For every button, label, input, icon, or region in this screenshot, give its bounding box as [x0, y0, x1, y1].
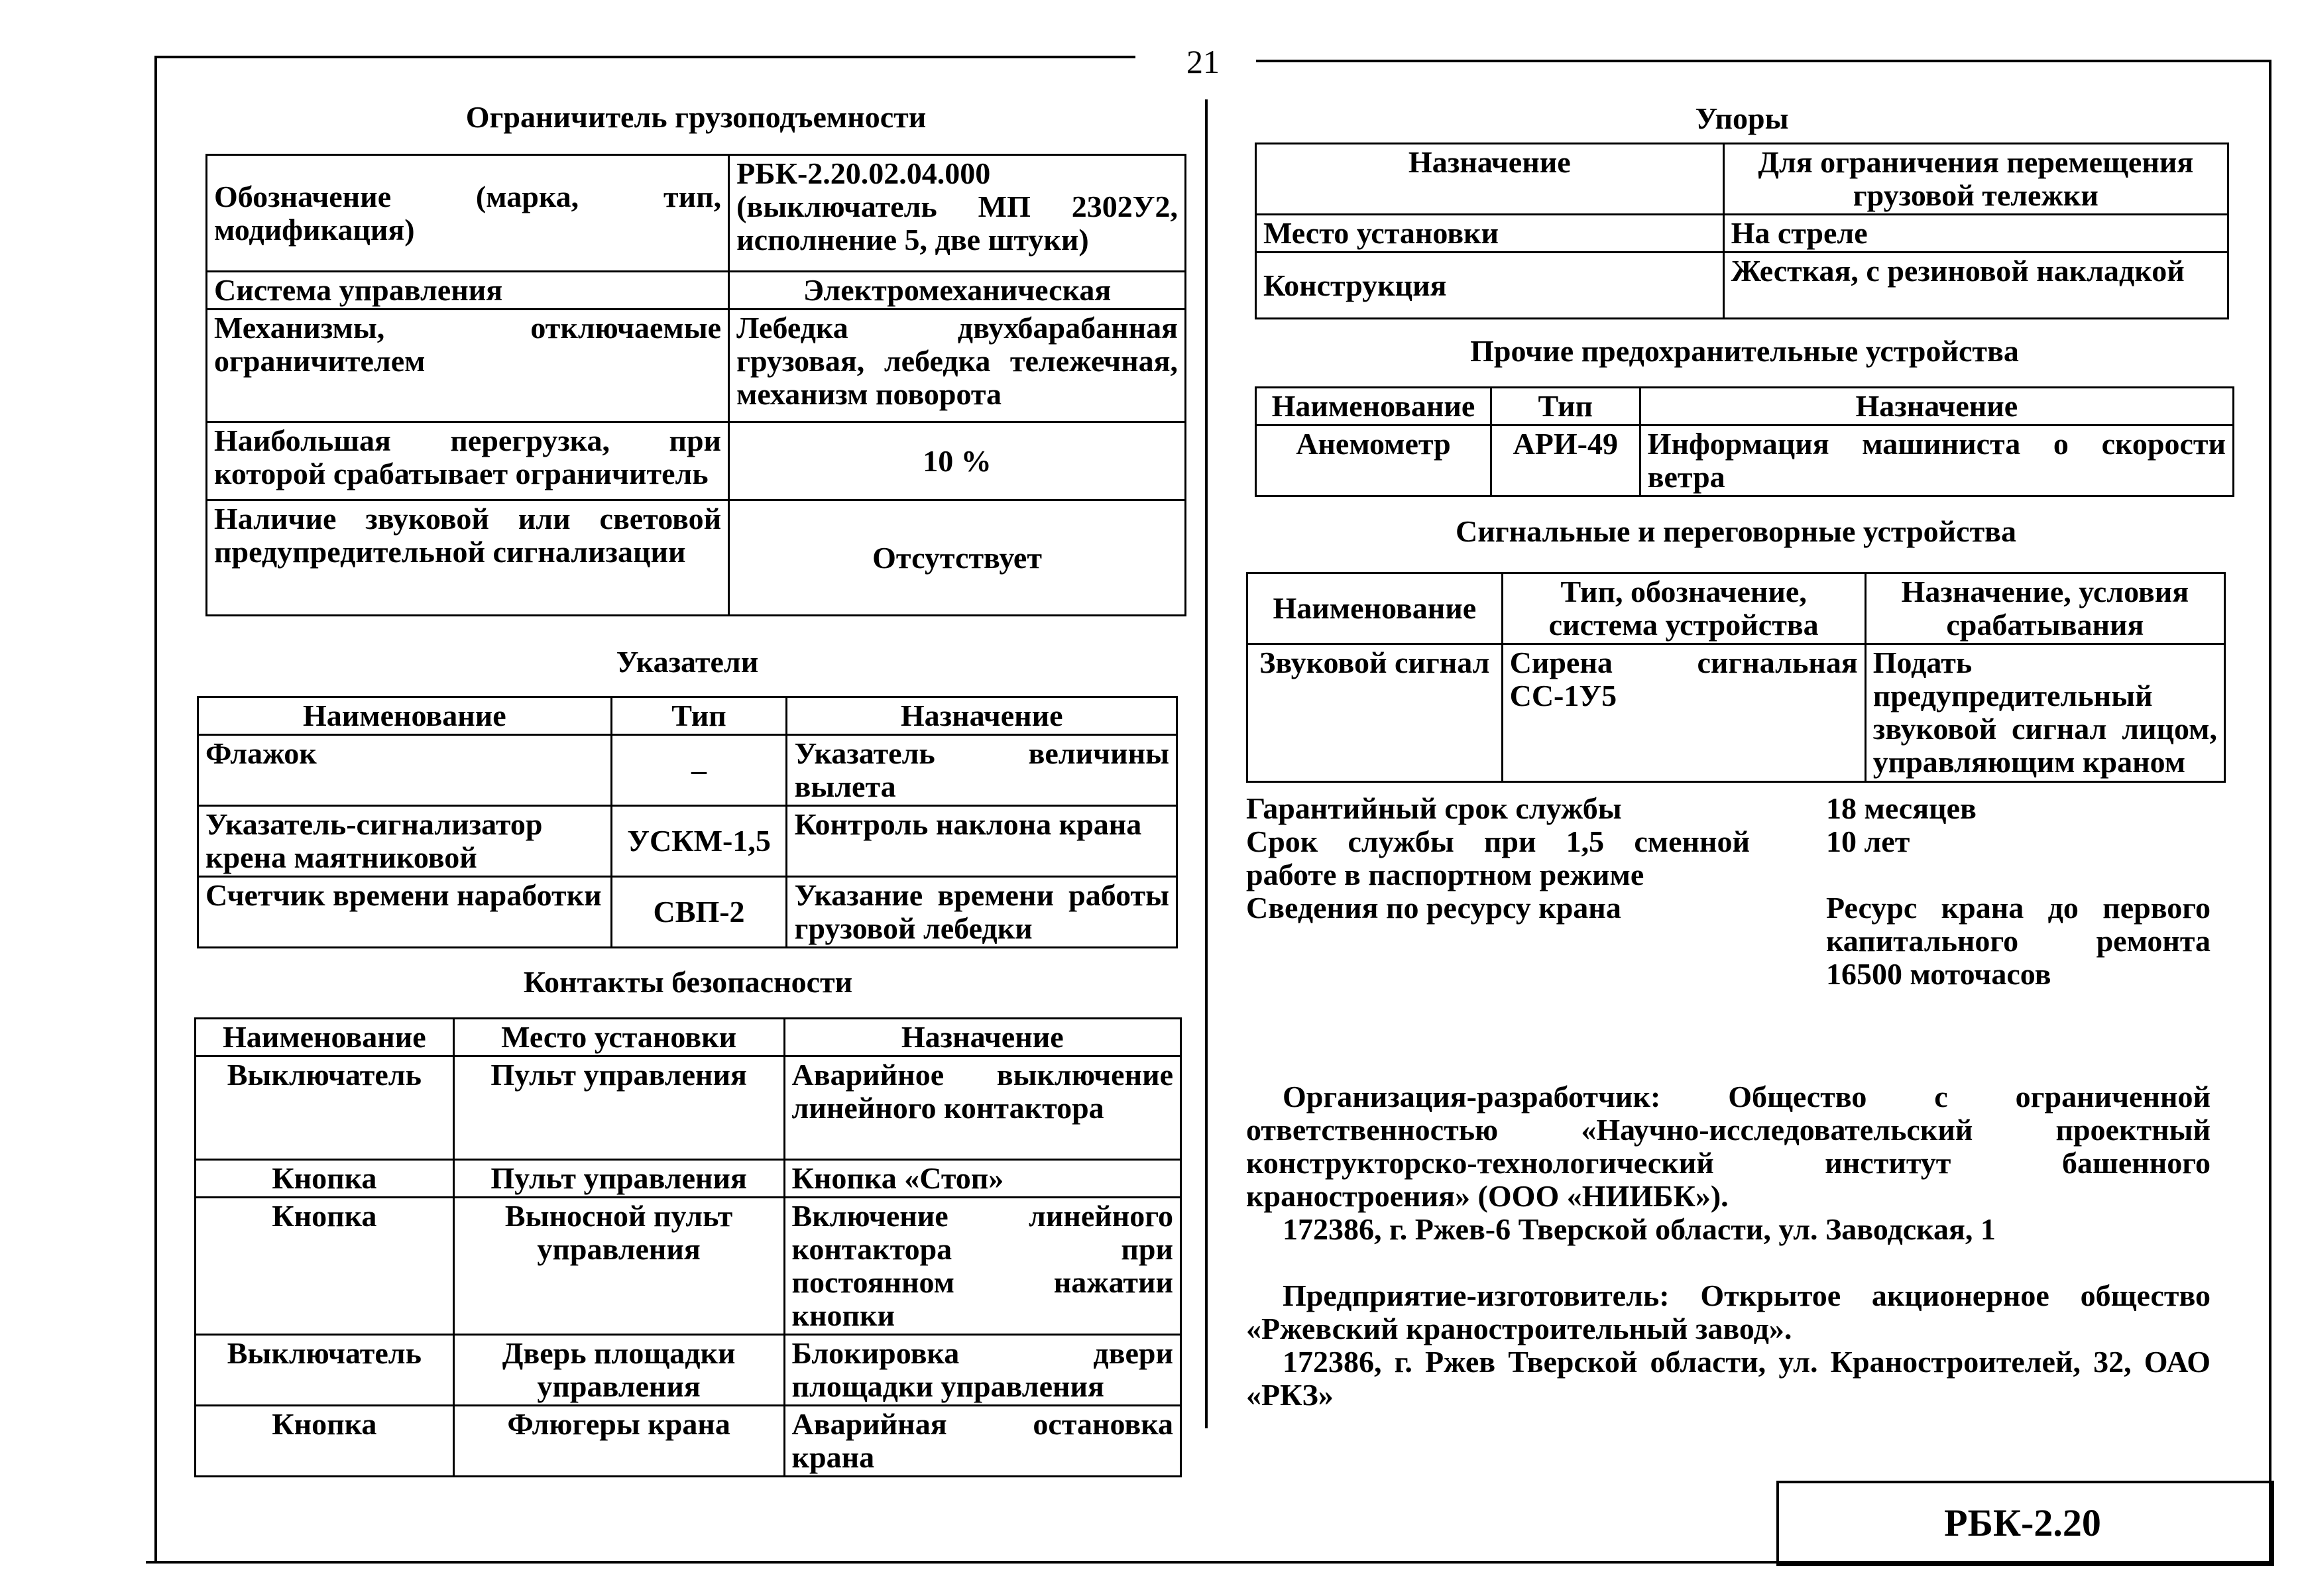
table-cell: Указатель-сигнализатор крена маятниковой: [198, 806, 612, 877]
table-row: [196, 1406, 1181, 1477]
frame-left: [154, 56, 157, 1564]
frame-top-right: [1256, 60, 2271, 62]
table-row: [207, 155, 1186, 272]
col-header: Назначение, условия срабатывания: [1865, 573, 2224, 644]
table-row: [1256, 144, 2228, 215]
limiter-label: Обозначение (марка, тип, модификация): [207, 155, 729, 272]
table-row: [207, 422, 1186, 500]
table-cell: Кнопка: [196, 1406, 454, 1477]
limiter-value: РБК-2.20.02.04.000 (выключатель МП 2302У2, исполнение 5, две штуки): [729, 155, 1186, 272]
table-cell: Счетчик времени наработки: [198, 877, 612, 948]
column-divider: [1205, 99, 1208, 1428]
limiter-value: Отсутствует: [729, 500, 1186, 616]
life-value: 10 лет: [1826, 825, 1910, 858]
stamp-label: РБК-2.20: [1944, 1501, 2101, 1544]
table-cell: Блокировка двери площадки управления: [784, 1335, 1180, 1406]
table-cell: Контроль наклона крана: [787, 806, 1177, 877]
limiter-value: Электромеханическая: [729, 272, 1186, 310]
col-header: Назначение: [787, 697, 1177, 735]
table-cell: Флюгеры крана: [453, 1406, 784, 1477]
col-header: Тип: [611, 697, 787, 735]
table-row: [1256, 215, 2228, 253]
table-cell: Для ограничения перемещения грузовой тележки: [1723, 144, 2228, 215]
warranty-label: Гарантийный срок службы: [1246, 791, 1622, 825]
safety-table: [194, 1017, 1182, 1477]
table-header-row: [198, 697, 1177, 735]
col-header: Место установки: [453, 1019, 784, 1056]
life-label: Срок службы при 1,5 сменной работе в паспортном режиме: [1246, 825, 1750, 891]
signal-table: [1246, 572, 2226, 783]
col-header: Наименование: [1247, 573, 1503, 644]
col-header: Наименование: [1256, 388, 1491, 426]
stops-table: [1255, 142, 2229, 319]
table-cell: Аварийное выключение линейного контактора: [784, 1056, 1180, 1160]
table-cell: Жесткая, с резиновой накладкой: [1723, 253, 2228, 319]
limiter-table: [205, 154, 1186, 616]
frame-right: [2269, 60, 2271, 1564]
developer-text: Организация-разработчик: Общество с ограниченной ответственностью «Научно-исследовательский проектный конструкторско-технологический институт башенного краностроения» (ООО «НИИБК»).: [1246, 1080, 2211, 1213]
table-cell: Звуковой сигнал: [1247, 644, 1503, 782]
limiter-value: 10 %: [729, 422, 1186, 500]
table-row: [1247, 644, 2225, 782]
table-row: [198, 877, 1177, 948]
table-cell: Флажок: [198, 735, 612, 806]
table-cell: Кнопка: [196, 1198, 454, 1335]
table-cell: Аварийная остановка крана: [784, 1406, 1180, 1477]
developer-address: 172386, г. Ржев-6 Тверской области, ул. Заводская, 1: [1283, 1212, 1996, 1246]
table-cell: УСКМ-1,5: [611, 806, 787, 877]
table-cell: –: [611, 735, 787, 806]
table-cell: Назначение: [1256, 144, 1724, 215]
table-row: [196, 1160, 1181, 1198]
warranty-value: 18 месяцев: [1826, 791, 1977, 825]
resource-label: Сведения по ресурсу крана: [1246, 891, 1621, 925]
signal-title: Сигнальные и переговорные устройства: [1455, 514, 2017, 548]
table-cell: Дверь площадки управления: [453, 1335, 784, 1406]
table-cell: Выключатель: [196, 1056, 454, 1160]
manufacturer-address: 172386, г. Ржев Тверской области, ул. Краностроителей, 32, ОАО «РКЗ»: [1246, 1345, 2211, 1412]
table-row: [207, 272, 1186, 310]
col-header: Назначение: [784, 1019, 1180, 1056]
table-cell: Анемометр: [1256, 426, 1491, 496]
limiter-title: Ограничитель грузоподъемности: [465, 100, 927, 134]
table-cell: Указание времени работы грузовой лебедки: [787, 877, 1177, 948]
table-cell: Подать предупредительный звуковой сигнал лицом, управляющим краном: [1865, 644, 2224, 782]
table-cell: СВП-2: [611, 877, 787, 948]
table-cell: Включение линейного контактора при постоянном нажатии кнопки: [784, 1198, 1180, 1335]
table-row: [207, 310, 1186, 422]
table-cell: Указатель величины вылета: [787, 735, 1177, 806]
table-row: [198, 735, 1177, 806]
col-header: Тип, обозначение, система устройства: [1502, 573, 1865, 644]
table-row: [196, 1198, 1181, 1335]
table-row: [196, 1056, 1181, 1160]
table-cell: АРИ-49: [1491, 426, 1640, 496]
limiter-label: Наличие звуковой или световой предупредительной сигнализации: [207, 500, 729, 616]
table-header-row: [1256, 388, 2234, 426]
table-cell: Кнопка: [196, 1160, 454, 1198]
indicators-table: [197, 696, 1178, 948]
table-cell: Сирена сигнальная СС-1У5: [1502, 644, 1865, 782]
table-row: [196, 1335, 1181, 1406]
table-row: [1256, 426, 2234, 496]
other-table: [1255, 386, 2234, 497]
table-row: [198, 806, 1177, 877]
table-cell: Конструкция: [1256, 253, 1724, 319]
frame-top-left: [154, 56, 1135, 58]
limiter-label: Наибольшая перегрузка, при которой срабатывает ограничитель: [207, 422, 729, 500]
table-cell: Выносной пульт управления: [453, 1198, 784, 1335]
table-row: [207, 500, 1186, 616]
limiter-label: Система управления: [207, 272, 729, 310]
table-header-row: [196, 1019, 1181, 1056]
table-header-row: [1247, 573, 2225, 644]
limiter-label: Механизмы, отключаемые ограничителем: [207, 310, 729, 422]
other-title: Прочие предохранительные устройства: [1470, 334, 2019, 368]
manufacturer-text: Предприятие-изготовитель: Открытое акционерное общество «Ржевский краностроительный завод».: [1246, 1279, 2211, 1345]
col-header: Наименование: [196, 1019, 454, 1056]
table-cell: Пульт управления: [453, 1160, 784, 1198]
page-number: 21: [1186, 43, 1220, 80]
col-header: Назначение: [1640, 388, 2233, 426]
table-cell: Место установки: [1256, 215, 1724, 253]
table-cell: Выключатель: [196, 1335, 454, 1406]
indicators-title: Указатели: [616, 645, 759, 679]
stops-title: Упоры: [1695, 101, 1789, 135]
limiter-value: Лебедка двухбарабанная грузовая, лебедка тележечная, механизм поворота: [729, 310, 1186, 422]
table-row: [1256, 253, 2228, 319]
table-cell: Информация машиниста о скорости ветра: [1640, 426, 2233, 496]
table-cell: Пульт управления: [453, 1056, 784, 1160]
table-cell: На стреле: [1723, 215, 2228, 253]
col-header: Тип: [1491, 388, 1640, 426]
table-cell: Кнопка «Стоп»: [784, 1160, 1180, 1198]
safety-title: Контакты безопасности: [523, 965, 853, 999]
resource-value: Ресурс крана до первого капитального ремонта 16500 моточасов: [1826, 891, 2211, 991]
col-header: Наименование: [198, 697, 612, 735]
